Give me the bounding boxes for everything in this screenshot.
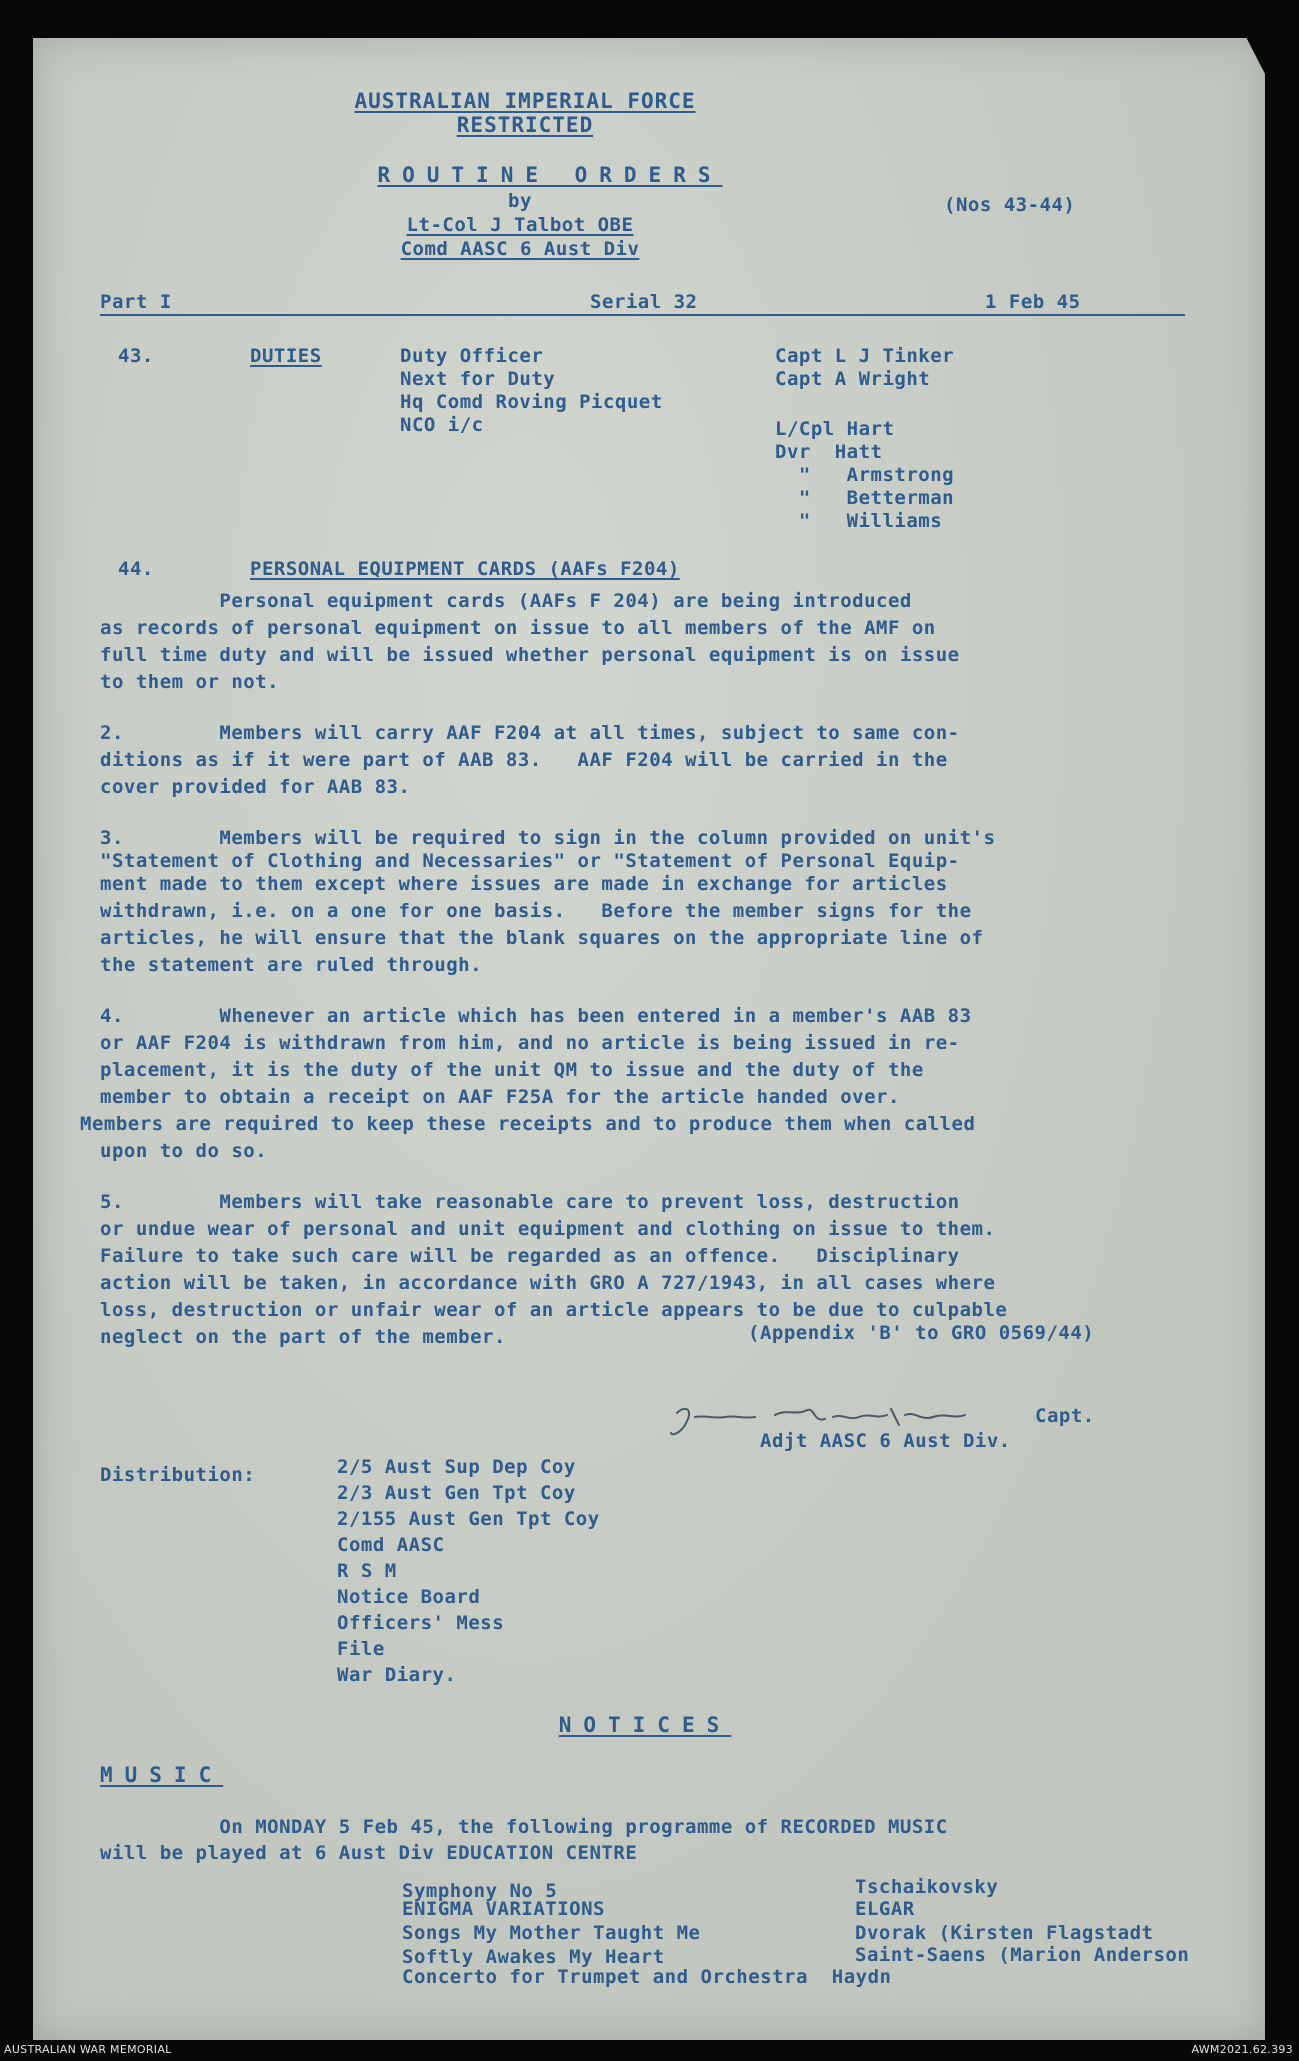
serial-label: Serial 32 <box>590 291 698 313</box>
paragraph-line: articles, he will ensure that the blank squares on the appropriate line of <box>100 927 984 949</box>
signatory-appointment: Adjt AASC 6 Aust Div. <box>760 1430 1011 1452</box>
force-heading: AUSTRALIAN IMPERIAL FORCE <box>354 89 696 113</box>
paragraph-line: upon to do so. <box>100 1140 268 1162</box>
distribution-item: Notice Board <box>337 1586 481 1608</box>
paragraph-line: member to obtain a receipt on AAF F25A for the article handed over. <box>100 1086 900 1108</box>
music-piece: Songs My Mother Taught Me <box>402 1922 701 1944</box>
duty-name: Dvr Hatt <box>775 441 883 463</box>
paragraph-line: to them or not. <box>100 671 280 693</box>
music-composer: Tschaikovsky <box>855 1876 999 1898</box>
music-piece: ENIGMA VARIATIONS <box>402 1898 605 1920</box>
music-composer: Saint-Saens (Marion Anderson <box>855 1944 1190 1966</box>
archive-footer-right: AWM2021.62.393 <box>1191 2043 1293 2056</box>
paragraph-line: placement, it is the duty of the unit QM to issue and the duty of the <box>100 1059 924 1081</box>
order-44-number: 44. <box>118 558 154 580</box>
paragraph-line: cover provided for AAB 83. <box>100 776 411 798</box>
duty-role: Next for Duty <box>400 368 556 390</box>
duty-role: NCO i/c <box>400 414 484 436</box>
paragraph-line: or AAF F204 is withdrawn from him, and no article is being issued in re- <box>100 1032 960 1054</box>
paragraph-line: 3. Members will be required to sign in the column provided on unit's <box>100 827 996 849</box>
distribution-item: 2/3 Aust Gen Tpt Coy <box>337 1482 576 1504</box>
paragraph-line: 4. Whenever an article which has been entered in a member's AAB 83 <box>100 1005 972 1027</box>
duty-name: Capt A Wright <box>775 368 931 390</box>
paragraph-line: loss, destruction or unfair wear of an article appears to be due to culpable <box>100 1299 1008 1321</box>
notices-heading: NOTICES <box>558 1713 732 1737</box>
order-44-heading: PERSONAL EQUIPMENT CARDS (AAFs F204) <box>250 558 680 580</box>
paragraph-line: action will be taken, in accordance with GRO A 727/1943, in all cases where <box>100 1272 996 1294</box>
paragraph-line: ment made to them except where issues are made in exchange for articles <box>100 873 948 895</box>
distribution-item: File <box>337 1638 385 1660</box>
duty-name: Capt L J Tinker <box>775 345 955 367</box>
duty-name: " Armstrong <box>775 464 955 486</box>
officer-name: Lt-Col J Talbot OBE <box>406 214 634 236</box>
document-title: ROUTINE ORDERS <box>377 163 723 187</box>
music-intro-line: On MONDAY 5 Feb 45, the following programme of RECORDED MUSIC <box>100 1816 948 1838</box>
paragraph-line: the statement are ruled through. <box>100 954 483 976</box>
duty-name: L/Cpl Hart <box>775 418 895 440</box>
duty-role: Hq Comd Roving Picquet <box>400 391 663 413</box>
music-piece: Softly Awakes My Heart <box>402 1946 665 1968</box>
gro-reference: (Appendix 'B' to GRO 0569/44) <box>748 1322 1095 1344</box>
duty-name: " Williams <box>775 510 943 532</box>
order-numbers: (Nos 43-44) <box>944 194 1076 216</box>
distribution-item: 2/155 Aust Gen Tpt Coy <box>337 1508 600 1530</box>
paragraph-line: Personal equipment cards (AAFs F 204) are being introduced <box>100 590 912 612</box>
signatory-rank: Capt. <box>1035 1405 1095 1427</box>
music-heading: MUSIC <box>100 1763 224 1787</box>
order-date: 1 Feb 45 <box>985 291 1081 313</box>
part-label: Part I <box>100 291 172 313</box>
distribution-item: Comd AASC <box>337 1534 445 1556</box>
music-composer: Dvorak (Kirsten Flagstadt <box>855 1922 1154 1944</box>
by-line: by <box>508 190 532 212</box>
music-intro-line: will be played at 6 Aust Div EDUCATION CENTRE <box>100 1842 638 1864</box>
music-piece: Symphony No 5 <box>402 1880 558 1902</box>
paragraph-line: or undue wear of personal and unit equipment and clothing on issue to them. <box>100 1218 996 1240</box>
classification-heading: RESTRICTED <box>456 113 594 137</box>
paragraph-line: full time duty and will be issued whether personal equipment is on issue <box>100 644 960 666</box>
music-piece: Concerto for Trumpet and Orchestra Haydn <box>402 1966 892 1988</box>
distribution-item: War Diary. <box>337 1664 457 1686</box>
paragraph-line: neglect on the part of the member. <box>100 1326 506 1348</box>
distribution-item: Officers' Mess <box>337 1612 505 1634</box>
order-43-heading: DUTIES <box>250 345 322 367</box>
duty-role: Duty Officer <box>400 345 544 367</box>
paragraph-line: as records of personal equipment on issue to all members of the AMF on <box>100 617 936 639</box>
header-rule <box>100 314 1185 316</box>
paragraph-line: Members are required to keep these receipts and to produce them when called <box>80 1113 976 1135</box>
archive-footer-left: AUSTRALIAN WAR MEMORIAL <box>4 2043 172 2056</box>
paragraph-line: 2. Members will carry AAF F204 at all times, subject to same con- <box>100 722 960 744</box>
distribution-label: Distribution: <box>100 1464 256 1486</box>
paragraph-line: "Statement of Clothing and Necessaries" or "Statement of Personal Equip- <box>100 850 960 872</box>
paragraph-line: withdrawn, i.e. on a one for one basis. Before the member signs for the <box>100 900 972 922</box>
music-composer: ELGAR <box>855 1898 915 1920</box>
distribution-item: 2/5 Aust Sup Dep Coy <box>337 1456 576 1478</box>
distribution-item: R S M <box>337 1560 397 1582</box>
paragraph-line: Failure to take such care will be regarded as an offence. Disciplinary <box>100 1245 960 1267</box>
paragraph-line: 5. Members will take reasonable care to prevent loss, destruction <box>100 1191 960 1213</box>
command-line: Comd AASC 6 Aust Div <box>400 238 640 260</box>
order-43-number: 43. <box>118 345 154 367</box>
duty-name: " Betterman <box>775 487 955 509</box>
paragraph-line: ditions as if it were part of AAB 83. AAF F204 will be carried in the <box>100 749 948 771</box>
